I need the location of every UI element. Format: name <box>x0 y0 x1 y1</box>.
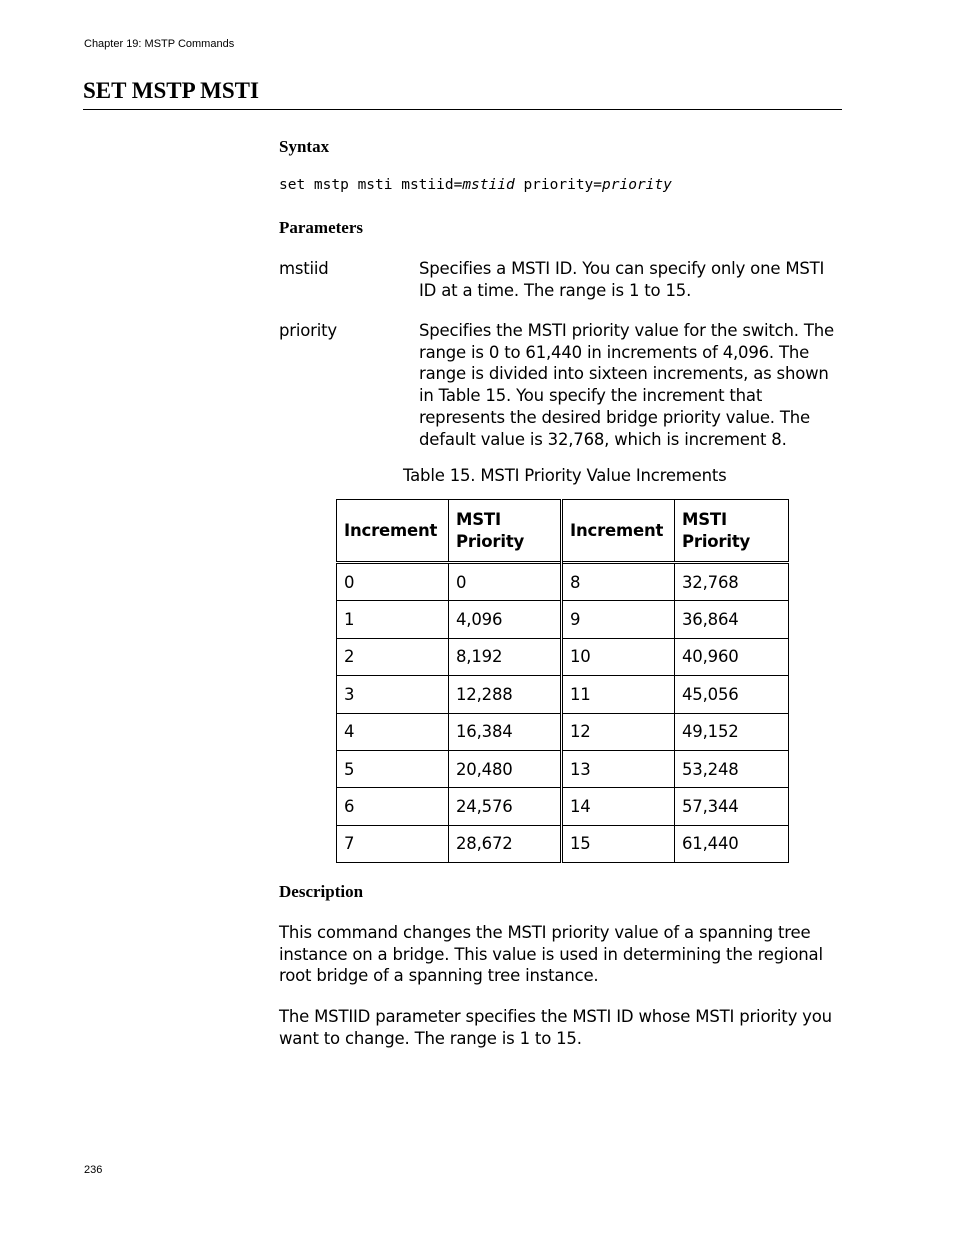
description-paragraph: This command changes the MSTI priority value of a spanning tree instance on a bridge. This value is used in determining the regional root bridge of a spanning tree instance. <box>279 923 823 986</box>
command-prefix: set mstp msti mstiid= <box>279 177 463 193</box>
column-header: Increment <box>562 500 675 563</box>
param-term-mstiid: mstiid <box>279 259 329 278</box>
description-heading: Description <box>279 882 364 901</box>
table-cell: 0 <box>337 563 449 601</box>
table-cell: 32,768 <box>675 563 789 601</box>
table-row <box>337 601 789 638</box>
param-desc-priority: Specifies the MSTI priority value for the switch. The range is 0 to 61,440 in increments of 4,096. The range is divided into sixteen increments, as shown in Table 15. You specify the increment that represents the desired bridge priority value. The default value is 32,768, which is increment 8. <box>419 321 834 449</box>
command-arg-mstiid: mstiid <box>462 177 515 193</box>
table-row <box>337 638 789 675</box>
table-cell: 7 <box>337 825 449 862</box>
table-row <box>337 713 789 750</box>
table-caption: Table 15. MSTI Priority Value Increments <box>403 466 727 485</box>
table-cell: 3 <box>337 676 449 713</box>
command-arg-priority: priority <box>602 177 672 193</box>
table-cell: 14 <box>562 788 675 825</box>
table-cell: 11 <box>562 676 675 713</box>
table-cell: 16,384 <box>449 713 562 750</box>
table-cell: 1 <box>337 601 449 638</box>
table-row <box>337 750 789 787</box>
param-term-priority: priority <box>279 321 337 340</box>
table-cell: 40,960 <box>675 638 789 675</box>
table-cell: 36,864 <box>675 601 789 638</box>
running-header: Chapter 19: MSTP Commands <box>84 38 235 50</box>
parameters-heading: Parameters <box>279 218 364 237</box>
table-row <box>337 788 789 825</box>
table-header-row <box>337 500 789 563</box>
page-title: SET MSTP MSTI <box>83 78 259 103</box>
syntax-heading: Syntax <box>279 137 330 156</box>
param-desc-mstiid: Specifies a MSTI ID. You can specify only one MSTI ID at a time. The range is 1 to 15. <box>419 259 825 300</box>
syntax-command <box>279 177 672 193</box>
table-cell: 2 <box>337 638 449 675</box>
page-number: 236 <box>84 1164 103 1176</box>
table-cell: 15 <box>562 825 675 862</box>
table-row <box>337 563 789 601</box>
table-cell: 10 <box>562 638 675 675</box>
table-row <box>337 676 789 713</box>
table-cell: 8 <box>562 563 675 601</box>
description-paragraph: The MSTIID parameter specifies the MSTI ID whose MSTI priority you want to change. The range is 1 to 15. <box>279 1007 832 1048</box>
table-cell: 53,248 <box>675 750 789 787</box>
table-cell: 0 <box>449 563 562 601</box>
table-cell: 13 <box>562 750 675 787</box>
title-rule <box>83 109 842 110</box>
table-cell: 8,192 <box>449 638 562 675</box>
table-cell: 4 <box>337 713 449 750</box>
table-row <box>337 825 789 862</box>
table-cell: 5 <box>337 750 449 787</box>
table-cell: 6 <box>337 788 449 825</box>
table-cell: 49,152 <box>675 713 789 750</box>
table-cell: 24,576 <box>449 788 562 825</box>
column-header: MSTI Priority <box>675 500 789 563</box>
table-cell: 12 <box>562 713 675 750</box>
column-header: Increment <box>337 500 449 563</box>
table-cell: 45,056 <box>675 676 789 713</box>
column-header: MSTI Priority <box>449 500 562 563</box>
table-cell: 57,344 <box>675 788 789 825</box>
table-cell: 12,288 <box>449 676 562 713</box>
table-cell: 9 <box>562 601 675 638</box>
command-middle: priority= <box>514 177 603 193</box>
table-cell: 61,440 <box>675 825 789 862</box>
table-cell: 28,672 <box>449 825 562 862</box>
table-cell: 20,480 <box>449 750 562 787</box>
priority-table <box>336 499 789 863</box>
table-cell: 4,096 <box>449 601 562 638</box>
